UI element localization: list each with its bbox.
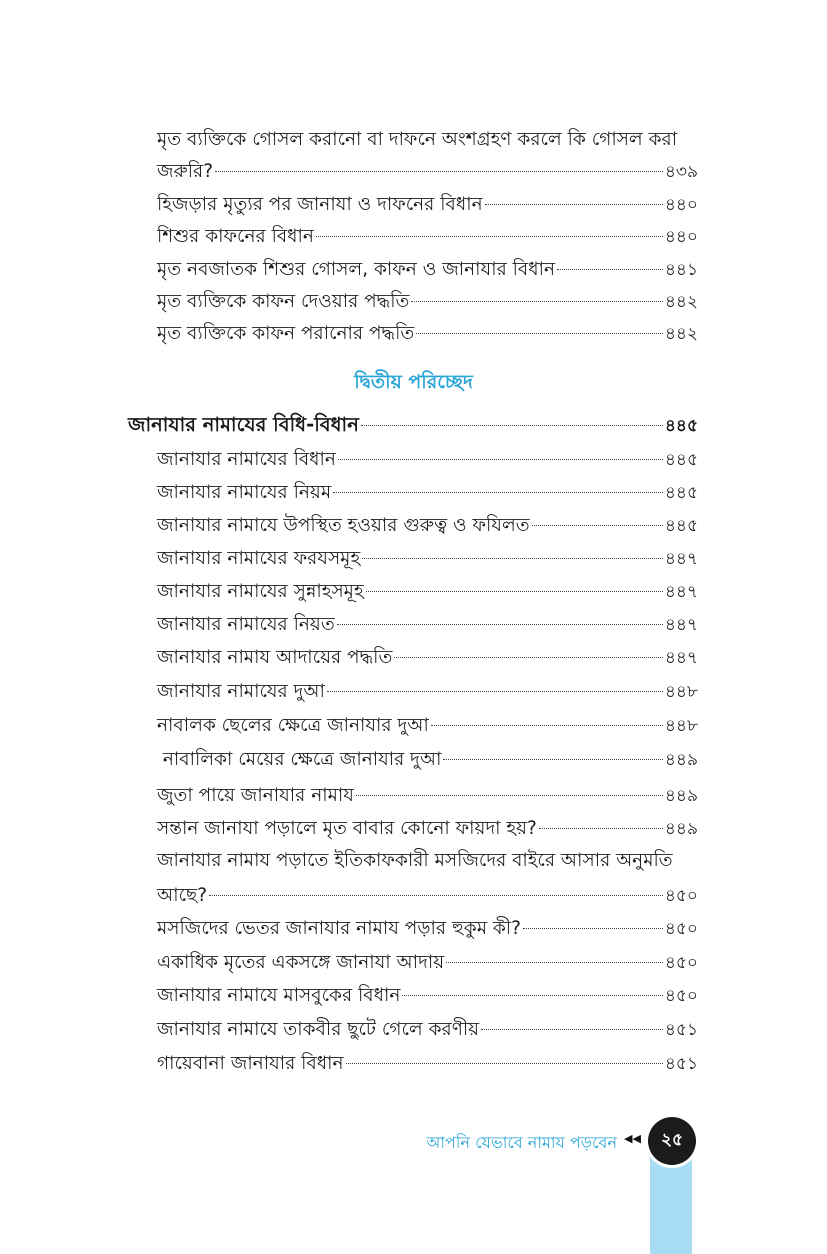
toc-entry[interactable] xyxy=(157,884,698,908)
toc-entry-page: ৪৪৫ xyxy=(664,483,698,503)
dot-leader xyxy=(411,301,662,302)
dot-leader xyxy=(416,333,663,334)
toc-entry[interactable] xyxy=(157,514,698,538)
toc-entry-title: জানাযার নামাযের ফরযসমূহ xyxy=(157,548,361,569)
toc-entry[interactable] xyxy=(157,1018,698,1042)
toc-entry-title: জানাযার নামায আদায়ের পদ্ধতি xyxy=(157,647,393,668)
toc-entry-page: ৪৪৯ xyxy=(664,819,698,839)
toc-entry[interactable] xyxy=(157,784,698,808)
toc-entry-line1: মৃত ব্যক্তিকে গোসল করানো বা দাফনে অংশগ্রহণ করলে কি গোসল করা xyxy=(157,129,678,150)
toc-entry-title: জানাযার নামাযের দুআ xyxy=(157,681,325,702)
toc-entry[interactable] xyxy=(157,580,698,604)
toc-entry-page: ৪৫০ xyxy=(664,886,698,906)
toc-entry[interactable] xyxy=(157,448,698,472)
toc-entry-page: ৪৪৭ xyxy=(664,615,698,635)
toc-entry-title: সন্তান জানাযা পড়ালে মৃত বাবার কোনো ফায়দা হয়? xyxy=(157,818,537,839)
dot-leader xyxy=(485,204,663,205)
toc-entry-page: ৪৫১ xyxy=(664,1054,698,1074)
dot-leader xyxy=(532,525,663,526)
toc-entry-title: জানাযার নামাযের বিধান xyxy=(157,449,336,470)
toc-entry-title: জানাযার নামাযের সুন্নাহসমূহ xyxy=(157,581,364,602)
toc-entry-page: ৪৪৭ xyxy=(664,549,698,569)
toc-entry[interactable] xyxy=(157,917,698,941)
toc-entry[interactable] xyxy=(157,1052,698,1076)
dot-leader xyxy=(333,492,663,493)
toc-entry[interactable] xyxy=(157,193,698,217)
dot-leader xyxy=(443,759,662,760)
section-heading[interactable] xyxy=(128,413,698,438)
toc-entry-title: শিশুর কাফনের বিধান xyxy=(157,226,314,247)
dot-leader xyxy=(346,1063,663,1064)
toc-entry-page: ৪৪৭ xyxy=(664,648,698,668)
double-arrow-left-icon: ◀◀ xyxy=(624,1132,641,1145)
toc-entry-title: মসজিদের ভেতর জানাযার নামায পড়ার হুকুম কী? xyxy=(157,918,521,939)
dot-leader xyxy=(361,425,663,426)
toc-entry[interactable] xyxy=(157,258,698,282)
dot-leader xyxy=(539,828,663,829)
toc-entry-page: ৪৫১ xyxy=(664,1020,698,1040)
section-heading-title: জানাযার নামাযের বিধি-বিধান xyxy=(128,413,359,436)
toc-entry-title: হিজড়ার মৃত্যুর পর জানাযা ও দাফনের বিধান xyxy=(157,194,483,215)
toc-entry-title: নাবালক ছেলের ক্ষেত্রে জানাযার দুআ xyxy=(157,715,429,736)
dot-leader xyxy=(394,657,663,658)
toc-entry-page: ৪৫০ xyxy=(664,986,698,1006)
dot-leader xyxy=(316,236,663,237)
dot-leader xyxy=(362,558,663,559)
toc-entry-title: একাধিক মৃতের একসঙ্গে জানাযা আদায় xyxy=(157,952,445,973)
page-number: ২৫ xyxy=(648,1117,696,1165)
dot-leader xyxy=(557,269,663,270)
toc-entry-page: ৪৪৯ xyxy=(664,750,698,770)
toc-entry[interactable] xyxy=(157,714,698,738)
toc-entry[interactable] xyxy=(157,817,698,841)
toc-entry-title: মৃত নবজাতক শিশুর গোসল, কাফন ও জানাযার বিধান xyxy=(157,259,555,280)
toc-entry-page: ৪৪০ xyxy=(664,227,698,247)
toc-entry-title: জানাযার নামাযে তাকবীর ছুটে গেলে করণীয় xyxy=(157,1019,480,1040)
dot-leader xyxy=(523,928,663,929)
toc-entry-page: ৪৪২ xyxy=(664,292,698,312)
dot-leader xyxy=(402,995,663,996)
chapter-heading: দ্বিতীয় পরিচ্ছেদ xyxy=(354,371,473,393)
toc-entry-title: নাবালিকা মেয়ের ক্ষেত্রে জানাযার দুআ xyxy=(157,749,442,770)
toc-entry[interactable] xyxy=(157,547,698,571)
toc-entry-title: জানাযার নামাযের নিয়ত xyxy=(157,614,335,635)
toc-entry-title: গায়েবানা জানাযার বিধান xyxy=(157,1053,344,1074)
toc-entry[interactable] xyxy=(157,225,698,249)
dot-leader xyxy=(338,459,663,460)
toc-entry-page: ৪৩৯ xyxy=(664,162,698,182)
toc-entry[interactable] xyxy=(157,481,698,505)
dot-leader xyxy=(215,171,663,172)
dot-leader xyxy=(209,895,663,896)
dot-leader xyxy=(481,1029,663,1030)
toc-entry-page: ৪৪৮ xyxy=(664,682,698,702)
toc-entry-title: মৃত ব্যক্তিকে কাফন দেওয়ার পদ্ধতি xyxy=(157,291,410,312)
toc-entry-page: ৪৪৫ xyxy=(664,516,698,536)
toc-entry-title: আছে? xyxy=(157,885,208,906)
toc-entry-page: ৪৪৫ xyxy=(664,450,698,470)
toc-entry-page: ৪৪১ xyxy=(664,260,698,280)
toc-entry[interactable] xyxy=(157,290,698,314)
dot-leader xyxy=(366,591,663,592)
toc-entry-page: ৪৫০ xyxy=(664,953,698,973)
toc-entry-page: ৪৪৯ xyxy=(664,786,698,806)
toc-entry[interactable] xyxy=(157,951,698,975)
toc-entry[interactable] xyxy=(157,680,698,704)
dot-leader xyxy=(431,725,663,726)
toc-entry[interactable] xyxy=(157,322,698,346)
dot-leader xyxy=(327,691,663,692)
toc-entry-title: জুতা পায়ে জানাযার নামায xyxy=(157,785,354,806)
toc-entry-title: জানাযার নামাযে মাসবুকের বিধান xyxy=(157,985,401,1006)
toc-entry-page: ৪৪৭ xyxy=(664,582,698,602)
toc-entry-page: ৪৫০ xyxy=(664,919,698,939)
toc-entry-title: জরুরি? xyxy=(157,161,214,182)
toc-entry-title: মৃত ব্যক্তিকে কাফন পরানোর পদ্ধতি xyxy=(157,323,415,344)
toc-entry-page: ৪৪২ xyxy=(664,324,698,344)
toc-entry[interactable] xyxy=(157,984,698,1008)
toc-entry[interactable] xyxy=(157,748,698,772)
dot-leader xyxy=(356,795,663,796)
toc-entry-title: জানাযার নামাযের নিয়ম xyxy=(157,482,332,503)
section-heading-page: ৪৪৫ xyxy=(664,416,698,436)
toc-entry-title: জানাযার নামাযে উপস্থিত হওয়ার গুরুত্ব ও ফযিলত xyxy=(157,515,530,536)
toc-entry-page: ৪৪৮ xyxy=(664,716,698,736)
dot-leader xyxy=(446,962,663,963)
toc-entry-line1: জানাযার নামায পড়াতে ইতিকাফকারী মসজিদের বাইরে আসার অনুমতি xyxy=(157,850,673,871)
running-footer-title: আপনি যেভাবে নামায পড়বেন xyxy=(426,1133,617,1152)
toc-entry[interactable] xyxy=(157,160,698,184)
toc-entry[interactable] xyxy=(157,646,698,670)
toc-entry-page: ৪৪০ xyxy=(664,195,698,215)
toc-entry[interactable] xyxy=(157,613,698,637)
dot-leader xyxy=(337,624,663,625)
